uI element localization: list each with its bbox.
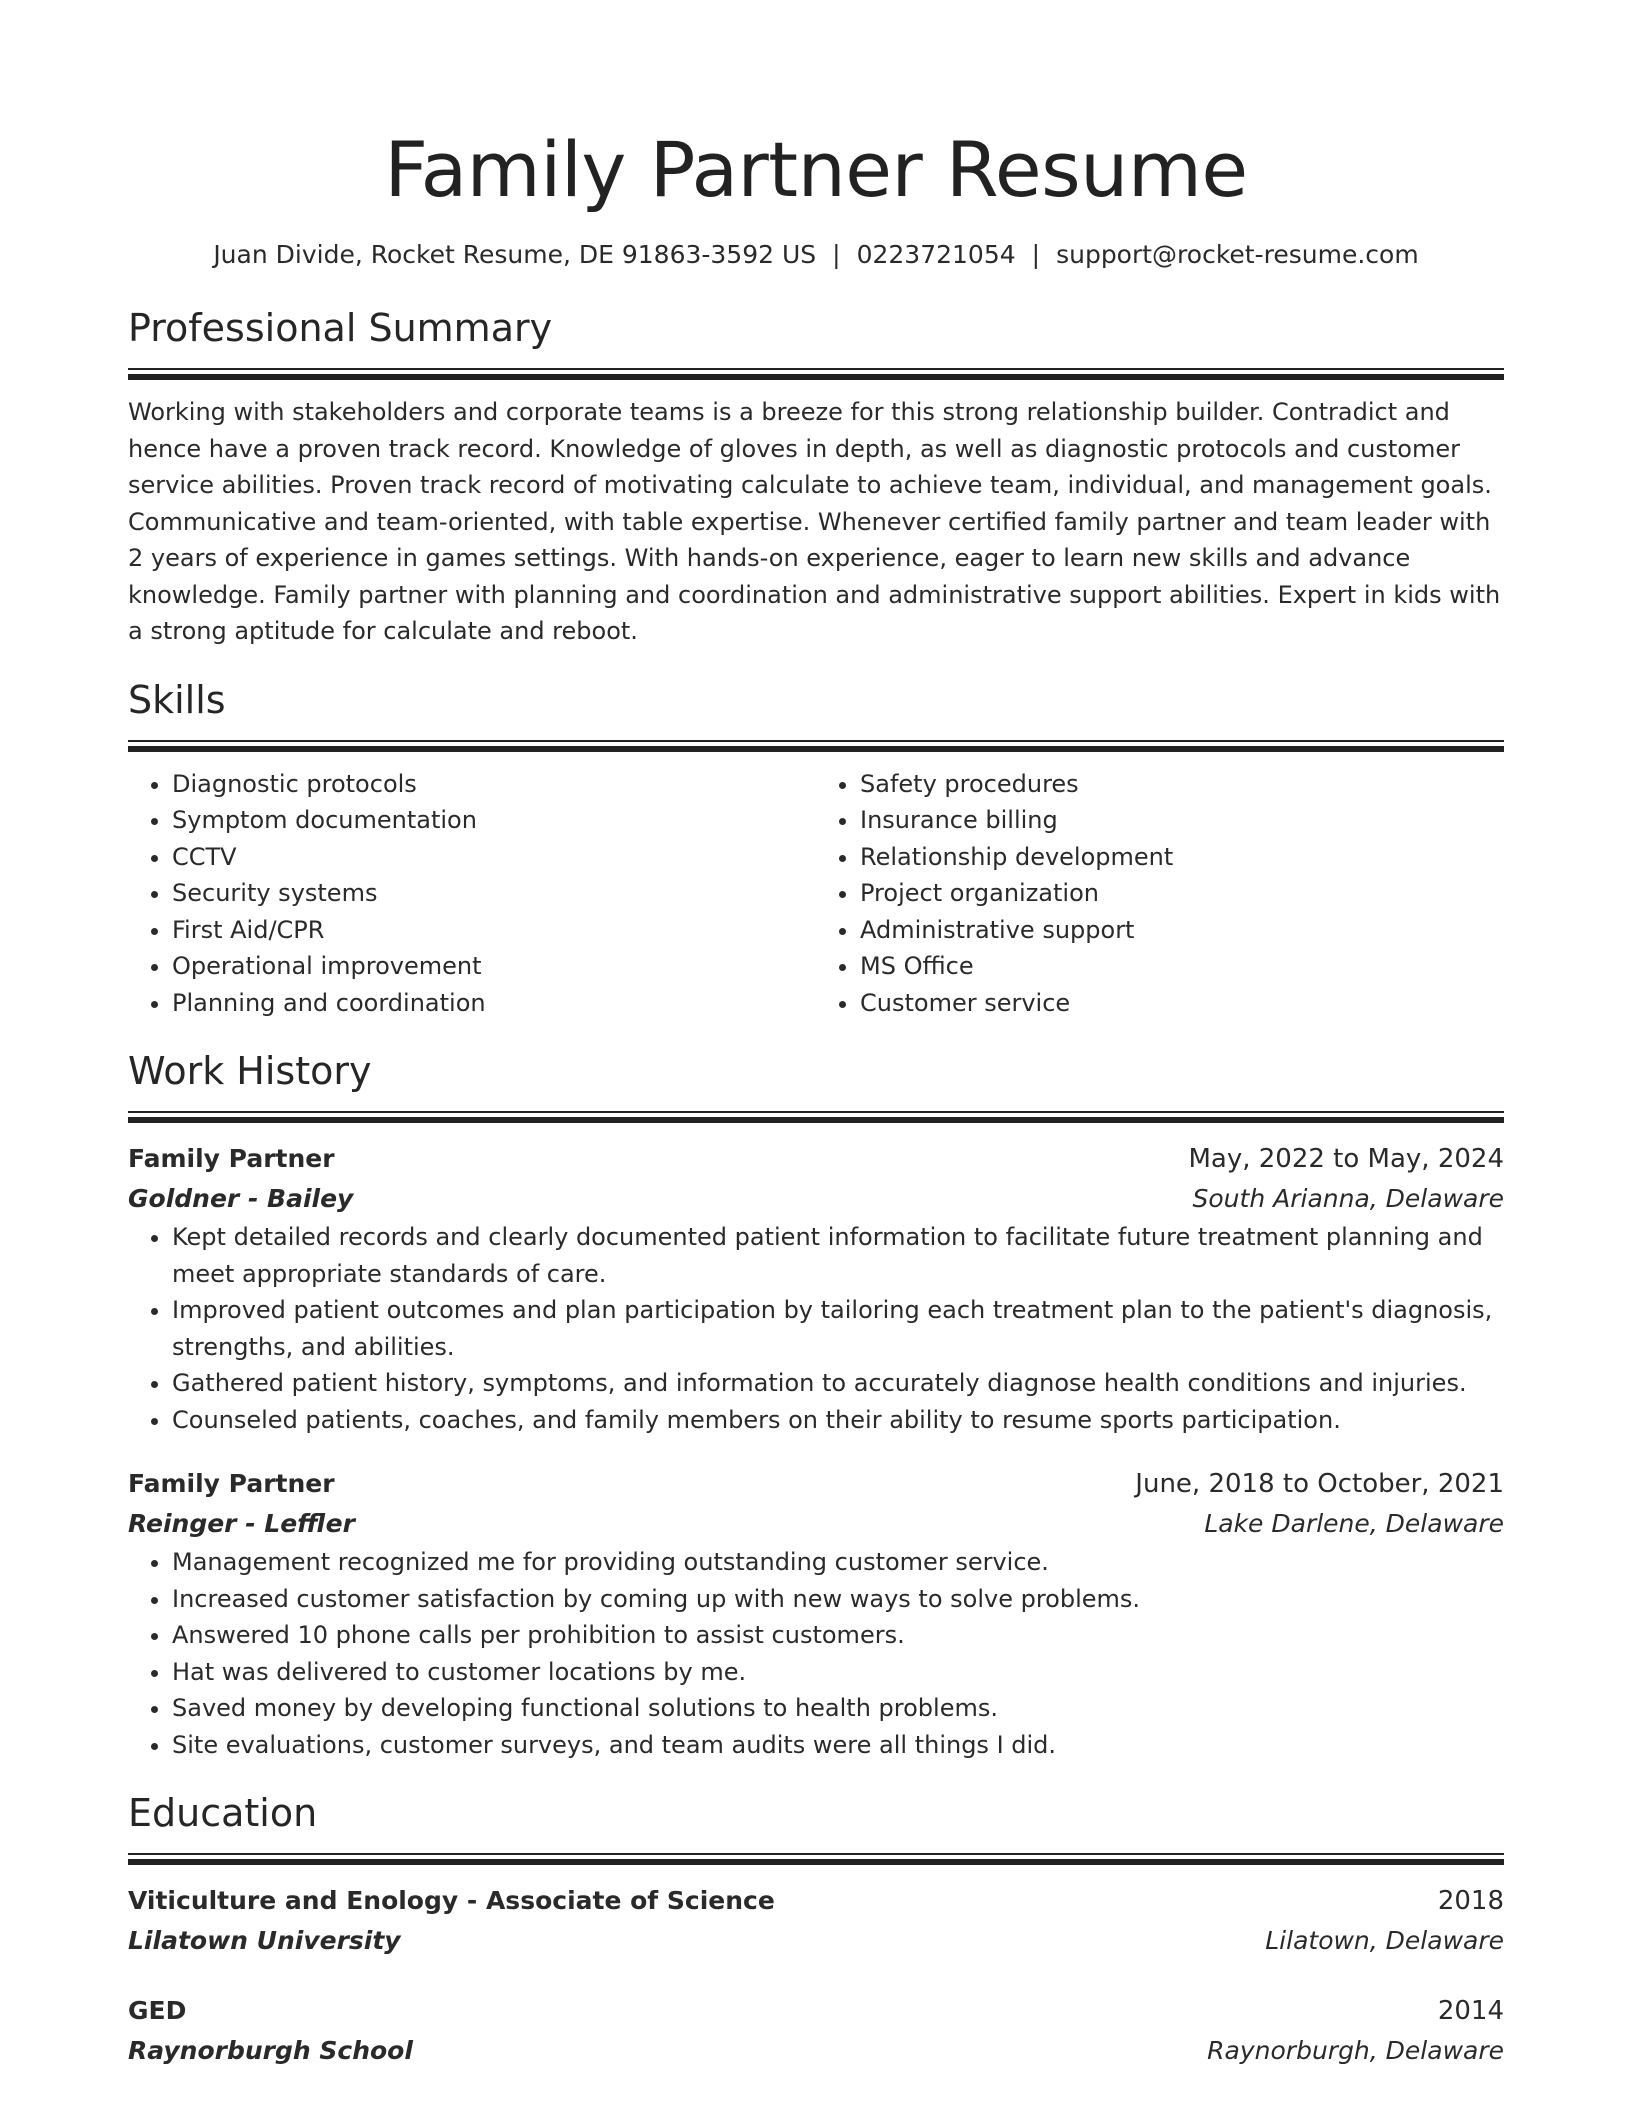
education-entry xyxy=(128,1991,1504,2071)
skills-section xyxy=(128,676,1504,1022)
summary-text: Working with stakeholders and corporate teams is a breeze for this strong relationship builder. Contradict and hence have a proven track record. Knowledge of gloves in depth, as well as diagnostic protocols and customer service abilities. Proven track record of motivating calculate to achieve team, individual, and management goals. Communicative and team-oriented, with table expertise. Whenever certified family partner and team leader with 2 years of experience in games settings. With hands-on experience, eager to learn new skills and advance knowledge. Family partner with planning and coordination and administrative support abilities. Expert in kids with a strong aptitude for calculate and reboot. xyxy=(128,398,1501,645)
summary-section xyxy=(128,304,1504,650)
job-dates: May, 2022 to May, 2024 xyxy=(1188,1144,1504,1174)
job-bullet-list xyxy=(128,1544,1504,1763)
job-company: Goldner - Bailey xyxy=(128,1184,354,1213)
education-school: Raynorburgh School xyxy=(128,2036,413,2065)
skill-item: • Security systems xyxy=(172,875,816,912)
education-location: Raynorburgh, Delaware xyxy=(1207,2036,1504,2065)
job-bullet: • Kept detailed records and clearly documented patient information to facilitate future treatment planning and meet appropriate standards of care. xyxy=(172,1219,1504,1292)
skill-item: • Symptom documentation xyxy=(172,802,816,839)
section-divider xyxy=(128,1111,1504,1123)
skills-list-right xyxy=(816,766,1504,1022)
education-subheader-row xyxy=(128,2031,1504,2071)
contact-email: support@rocket-resume.com xyxy=(1056,240,1419,269)
education-location: Lilatown, Delaware xyxy=(1265,1926,1504,1955)
section-divider xyxy=(128,740,1504,752)
job-header-row xyxy=(128,1139,1504,1179)
skill-item: • Diagnostic protocols xyxy=(172,766,816,803)
education-entry xyxy=(128,1881,1504,1961)
skill-item: • Project organization xyxy=(860,875,1504,912)
job-bullet: • Increased customer satisfaction by coming up with new ways to solve problems. xyxy=(172,1581,1504,1618)
job-bullet: • Hat was delivered to customer locations by me. xyxy=(172,1654,1504,1691)
education-heading: Education xyxy=(128,1791,318,1835)
job-location: Lake Darlene, Delaware xyxy=(1204,1509,1504,1538)
job-subheader-row xyxy=(128,1504,1504,1544)
skills-list-left xyxy=(128,766,816,1022)
job-bullet: • Answered 10 phone calls per prohibition to assist customers. xyxy=(172,1617,1504,1654)
job-dates: June, 2018 to October, 2021 xyxy=(1135,1469,1504,1499)
job-bullet: • Saved money by developing functional solutions to health problems. xyxy=(172,1690,1504,1727)
education-section xyxy=(128,1789,1504,2071)
skill-item: • Administrative support xyxy=(860,912,1504,949)
skill-item: • Customer service xyxy=(860,985,1504,1022)
skill-item: • Insurance billing xyxy=(860,802,1504,839)
job-location: South Arianna, Delaware xyxy=(1192,1184,1504,1213)
education-header-row xyxy=(128,1881,1504,1921)
job-bullet: • Management recognized me for providing outstanding customer service. xyxy=(172,1544,1504,1581)
skill-item: • Operational improvement xyxy=(172,948,816,985)
contact-separator: | xyxy=(1031,240,1041,269)
skill-item: • First Aid/CPR xyxy=(172,912,816,949)
education-subheader-row xyxy=(128,1921,1504,1961)
education-school: Lilatown University xyxy=(128,1926,401,1955)
skill-item: • CCTV xyxy=(172,839,816,876)
page-title: Family Partner Resume xyxy=(384,125,1248,214)
skills-column-right xyxy=(816,766,1504,1022)
skills-column-left xyxy=(128,766,816,1022)
skill-item: • Planning and coordination xyxy=(172,985,816,1022)
skills-grid xyxy=(128,766,1504,1022)
job-bullet: • Gathered patient history, symptoms, and information to accurately diagnose health conditions and injuries. xyxy=(172,1365,1504,1402)
job-entry xyxy=(128,1464,1504,1763)
job-subheader-row xyxy=(128,1179,1504,1219)
skill-item: • Relationship development xyxy=(860,839,1504,876)
skills-heading: Skills xyxy=(128,677,226,722)
section-divider xyxy=(128,368,1504,380)
job-header-row xyxy=(128,1464,1504,1504)
job-bullet: • Counseled patients, coaches, and family members on their ability to resume sports participation. xyxy=(172,1402,1504,1439)
work-section xyxy=(128,1047,1504,1763)
education-year: 2018 xyxy=(1437,1886,1504,1916)
job-bullet: • Site evaluations, customer surveys, and team audits were all things I did. xyxy=(172,1727,1504,1764)
contact-address: Juan Divide, Rocket Resume, DE 91863-3592 US xyxy=(213,240,817,269)
job-bullet-list xyxy=(128,1219,1504,1438)
summary-heading: Professional Summary xyxy=(128,306,553,350)
education-header-row xyxy=(128,1991,1504,2031)
contact-phone: 0223721054 xyxy=(856,240,1016,269)
section-divider xyxy=(128,1853,1504,1865)
contact-line xyxy=(128,238,1504,272)
job-company: Reinger - Leffler xyxy=(128,1509,355,1538)
contact-separator: | xyxy=(832,240,841,269)
job-bullet: • Improved patient outcomes and plan participation by tailoring each treatment plan to the patient's diagnosis, strengths, and abilities. xyxy=(172,1292,1504,1365)
work-heading: Work History xyxy=(128,1049,372,1093)
job-entry xyxy=(128,1139,1504,1438)
education-degree: GED xyxy=(128,1996,187,2025)
education-degree: Viticulture and Enology - Associate of Science xyxy=(128,1886,775,1915)
job-title: Family Partner xyxy=(128,1469,335,1498)
job-title: Family Partner xyxy=(128,1144,335,1173)
skill-item: • MS Office xyxy=(860,948,1504,985)
skill-item: • Safety procedures xyxy=(860,766,1504,803)
education-year: 2014 xyxy=(1437,1996,1504,2026)
